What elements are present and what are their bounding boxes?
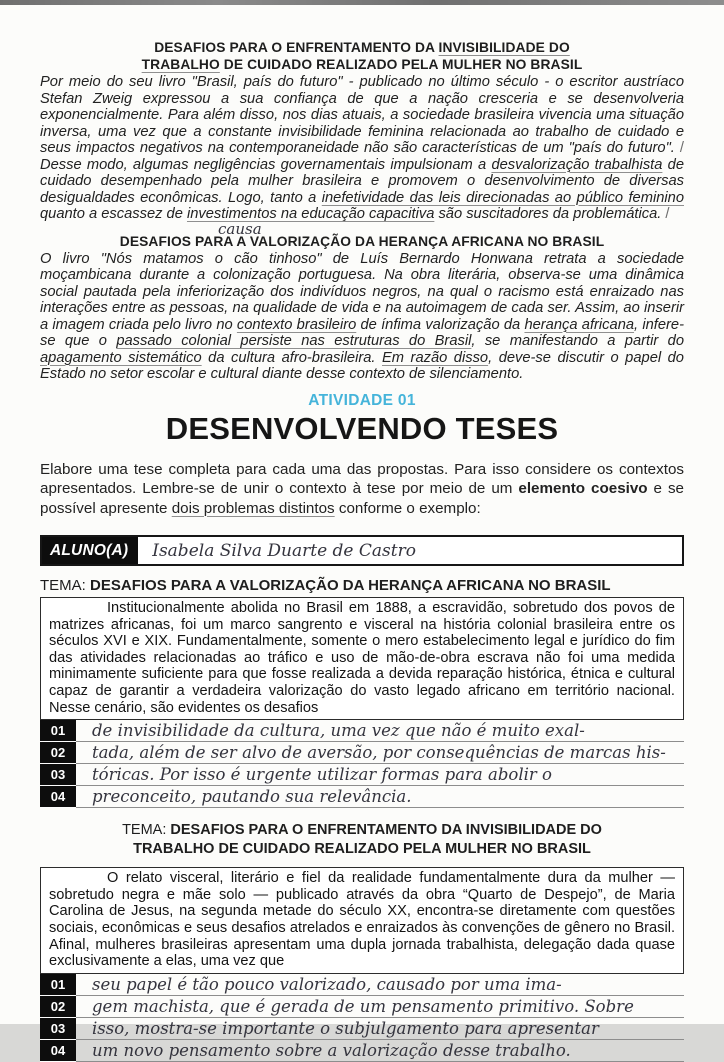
- line-number-badge: 02: [40, 742, 76, 764]
- handwritten-answer-line: um novo pensamento sobre a valorização desse trabalho.: [76, 1040, 684, 1062]
- line-number-badge: 01: [40, 720, 76, 742]
- line-number-badge: 03: [40, 764, 76, 786]
- context1-title-line1: DESAFIOS PARA O ENFRENTAMENTO DA INVISIBILIDADE DO: [154, 40, 570, 55]
- answer-row: [40, 996, 684, 1018]
- tema2-heading: [40, 821, 684, 858]
- answer-row: [40, 742, 684, 764]
- answer-row: [40, 720, 684, 742]
- tema1-answer-lines: [40, 720, 684, 808]
- line-number-badge: 04: [40, 1040, 76, 1062]
- tema2-answer-lines: [40, 974, 684, 1062]
- tema1-title: DESAFIOS PARA A VALORIZAÇÃO DA HERANÇA AFRICANA NO BRASIL: [90, 577, 611, 594]
- context2-paragraph: O livro "Nós matamos o cão tinhoso" de Luís Bernardo Honwana retrata a sociedade moçambicana durante a colonização portuguesa. Na obra literária, observa-se uma dinâmica social pautada pela inferiorização dos indivíduos negros, na qual o racismo está enraizado nas interações entre as pessoas, na qualidade de vida e na autoimagem de cada ser. Assim, ao inserir a imagem criada pelo livro no contexto brasileiro de ínfima valorização da herança africana, infere-se que o passado colonial persiste nas estruturas do Brasil, se manifestando a partir do apagamento sistemático da cultura afro-brasileira. Em razão disso, deve-se discutir o papel do Estado no setor escolar e cultural diante desse contexto de silenciamento.: [40, 250, 684, 382]
- context1-paragraph-wrap: [40, 74, 684, 238]
- tema1-prefix: TEMA:: [40, 577, 86, 594]
- handwritten-answer-line: isso, mostra-se importante o subjulgamento para apresentar: [76, 1018, 684, 1040]
- line-number-badge: 03: [40, 1018, 76, 1040]
- tema2-context-text: O relato visceral, literário e fiel da realidade fundamentalmente dura da mulher — sobretudo negra e mãe solo — publicado através da obra “Quarto de Despejo”, de Maria Carolina de Jesus, na segunda metade do século XX, encontra-se diretamente com questões sociais, econômicas e seus desafios atrelados e enraizados às convenções de gênero no Brasil. Afinal, mulheres brasileiras apresentam uma dupla jornada trabalhista, delegação dada quase exclusivamente a elas, uma vez que: [49, 870, 675, 970]
- line-number-badge: 04: [40, 786, 76, 808]
- handwritten-answer-line: de invisibilidade da cultura, uma vez que não é muito exal-: [76, 720, 684, 742]
- tema1-heading: [40, 577, 684, 594]
- answer-row: [40, 1018, 684, 1040]
- answer-row: [40, 974, 684, 996]
- tema2-title-line2: TRABALHO DE CUIDADO REALIZADO PELA MULHER NO BRASIL: [133, 840, 591, 857]
- student-name-box: [40, 535, 684, 566]
- context1-paragraph: Por meio do seu livro "Brasil, país do futuro" - publicado no último século - o escritor austríaco Stefan Zweig expressou a sua confiança de que a nação cresceria e se desenvolveria exponencialmente. Para além disso, nos dias atuais, a sociedade brasileira vivencia uma situação inversa, uma vez que a constante invisibilidade feminina relacionada ao trabalho de cuidado e seus impactos negativos na contemporaneidade não são características de um "país do futuro". / Desse modo, algumas negligências governamentais impulsionam a desvalorização trabalhista de cuidado desempenhado pela mulher brasileira e promovem o desenvolvimento de diversas desigualdades econômicas. Logo, tanto a inefetividade das leis direcionadas ao público feminino quanto a escassez de investimentos na educação capacitiva são suscitadores da problemática. /: [40, 74, 684, 222]
- handwritten-answer-line: tóricas. Por isso é urgente utilizar formas para abolir o: [76, 764, 684, 786]
- context1-title-line2: TRABALHO DE CUIDADO REALIZADO PELA MULHER NO BRASIL: [141, 57, 583, 72]
- handwritten-answer-line: preconceito, pautando sua relevância.: [76, 786, 684, 808]
- context2-title: DESAFIOS PARA A VALORIZAÇÃO DA HERANÇA AFRICANA NO BRASIL: [119, 233, 605, 249]
- student-label: ALUNO(A): [42, 537, 138, 564]
- tema2-heading-line1: [40, 821, 684, 840]
- tema2-title-line1: DESAFIOS PARA O ENFRENTAMENTO DA INVISIBILIDADE DO: [170, 822, 602, 839]
- handwritten-answer-line: tada, além de ser alvo de aversão, por consequências de marcas his-: [76, 742, 684, 764]
- handwritten-answer-line: seu papel é tão pouco valorizado, causado por uma ima-: [76, 974, 684, 996]
- instructions-paragraph: Elabore uma tese completa para cada uma das propostas. Para isso considere os contextos apresentados. Lembre-se de unir o contexto à tese por meio de um elemento coesivo e se possível apresente dois problemas distintos conforme o exemplo:: [40, 460, 684, 517]
- page-content: [0, 5, 724, 1062]
- tema2-prefix: TEMA:: [122, 822, 167, 839]
- handwritten-answer-line: gem machista, que é gerada de um pensamento primitivo. Sobre: [76, 996, 684, 1018]
- student-name-handwritten: Isabela Silva Duarte de Castro: [152, 540, 416, 561]
- tema1-context-box: [40, 597, 684, 720]
- activity-number-label: ATIVIDADE 01: [308, 391, 416, 409]
- handwritten-annotation-causa: causa: [218, 219, 262, 238]
- answer-row: [40, 786, 684, 808]
- tema2-context-box: [40, 867, 684, 974]
- activity-title: DESENVOLVENDO TESES: [165, 410, 559, 446]
- answer-row: [40, 1040, 684, 1062]
- answer-row: [40, 764, 684, 786]
- tema1-context-text: Institucionalmente abolida no Brasil em 1888, a escravidão, sobretudo dos povos de matrizes africanas, foi um marco sangrento e visceral na história colonial brasileira entre os séculos XVI e XIX. Fundamentalmente, somente o mero estabelecimento legal e jurídico do fim das atividades relacionadas ao tráfico e uso de mão-de-obra escrava não foi uma medida minimamente suficiente para que fosse realizada a devida reparação histórica, étnica e cultural capaz de garantir a verdadeira valorização do vasto legado africano em território nacional. Nesse cenário, são evidentes os desafios: [49, 600, 675, 716]
- line-number-badge: 02: [40, 996, 76, 1018]
- line-number-badge: 01: [40, 974, 76, 996]
